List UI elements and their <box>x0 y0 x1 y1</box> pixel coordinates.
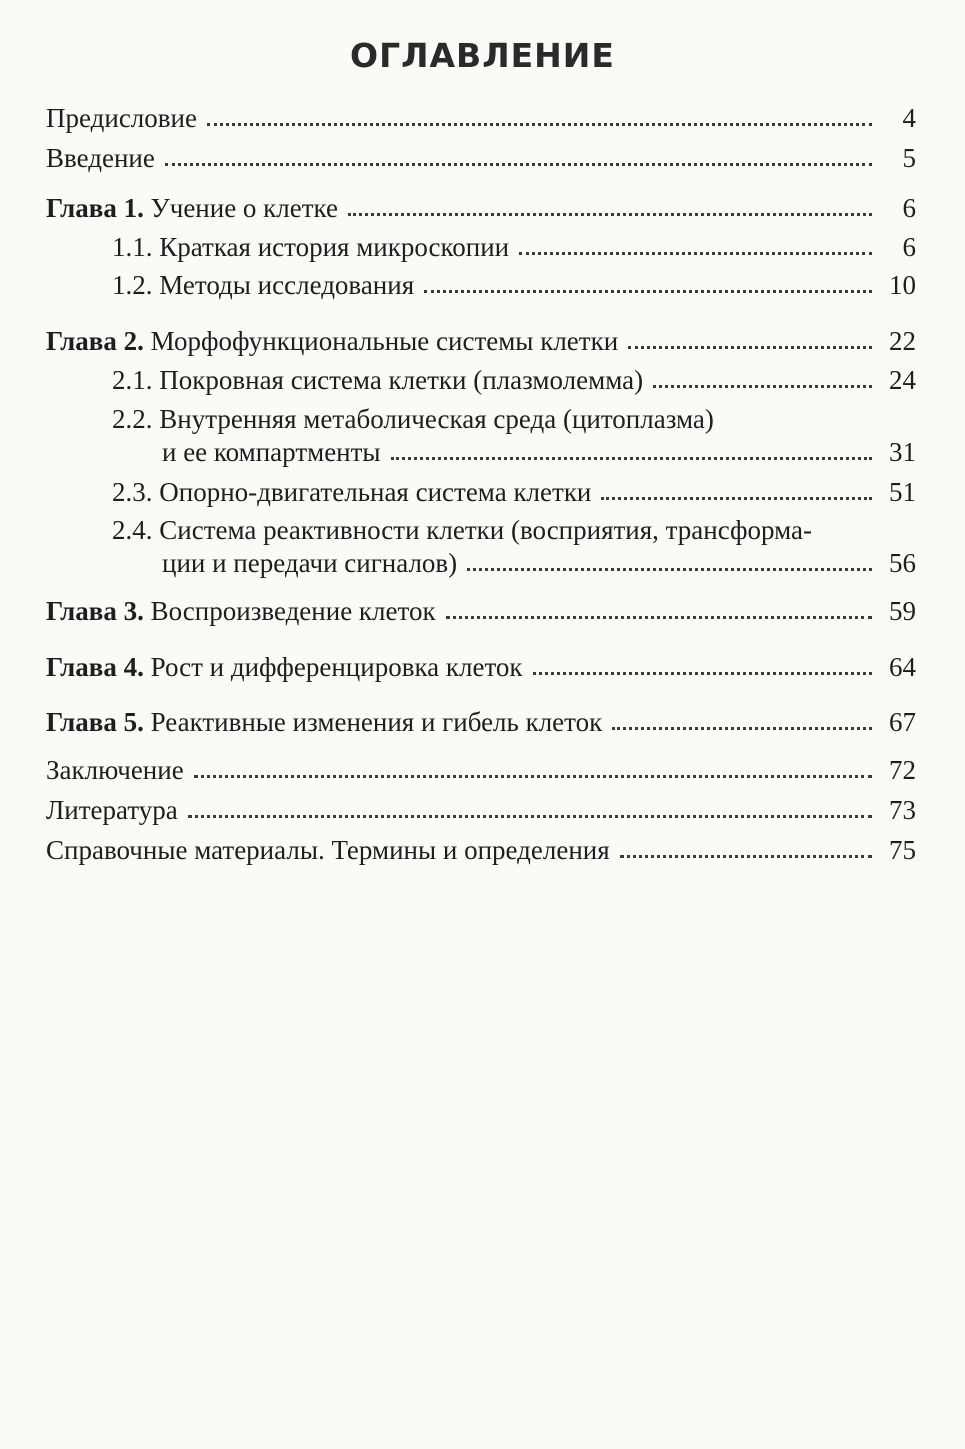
toc-page-number: 10 <box>889 270 916 300</box>
toc-entry-chapter-3 <box>46 591 916 627</box>
toc-page-number: 67 <box>889 707 916 737</box>
toc-entry-label: Введение <box>46 143 155 173</box>
toc-entry-label: Глава 1. Учение о клетке <box>46 193 338 223</box>
toc-entry-section-2-4-continued <box>162 543 916 579</box>
toc-leader-dots <box>188 815 872 818</box>
toc-entry-conclusion <box>46 750 916 786</box>
toc-leader-dots <box>653 385 872 388</box>
toc-page-number: 24 <box>889 365 916 395</box>
toc-entry-label: 2.1. Покровная система клетки (плазмолемма) <box>112 365 644 395</box>
toc-entry-label: Глава 5. Реактивные изменения и гибель клеток <box>46 707 603 737</box>
toc-leader-dots <box>348 213 872 216</box>
toc-leader-dots <box>207 123 872 126</box>
toc-leader-dots <box>612 727 872 730</box>
toc-entry-label: 2.3. Опорно-двигательная система клетки <box>112 477 592 507</box>
toc-entry-label: 1.1. Краткая история микроскопии <box>112 232 510 262</box>
toc-leader-dots <box>446 616 872 619</box>
toc-entry-section-2-1 <box>112 360 916 396</box>
toc-entry-chapter-1 <box>46 188 916 224</box>
toc-entry-chapter-5 <box>46 702 916 738</box>
toc-page-number: 4 <box>902 103 916 133</box>
toc-page-number: 75 <box>889 835 916 865</box>
toc-entry-label: и ее компартменты <box>162 437 381 467</box>
toc-page-number: 51 <box>889 477 916 507</box>
toc-leader-dots <box>194 775 872 778</box>
toc-entry-section-2-2-continued <box>162 432 916 468</box>
toc-entry-label: 2.2. Внутренняя метаболическая среда (цитоплазма) <box>112 404 714 434</box>
toc-entry-section-2-3 <box>112 472 916 508</box>
toc-entry-label: Предисловие <box>46 103 197 133</box>
toc-entry-introduction <box>46 138 916 174</box>
toc-entry-label: Справочные материалы. Термины и определения <box>46 835 610 865</box>
toc-leader-dots <box>519 252 872 255</box>
toc-entry-reference-materials <box>46 830 916 866</box>
toc-page-number: 31 <box>889 437 916 467</box>
toc-leader-dots <box>620 855 872 858</box>
toc-entry-label: Глава 2. Морфофункциональные системы клетки <box>46 326 619 356</box>
toc-leader-dots <box>533 672 872 675</box>
toc-page-number: 59 <box>889 596 916 626</box>
page-title: ОГЛАВЛЕНИЕ <box>350 36 615 75</box>
toc-entry-section-1-2 <box>112 265 916 301</box>
toc-entry-literature <box>46 790 916 826</box>
toc-page-number: 64 <box>889 652 916 682</box>
toc-entry-chapter-2 <box>46 321 916 357</box>
toc-page-number: 5 <box>902 143 916 173</box>
toc-entry-label: Глава 3. Воспроизведение клеток <box>46 596 436 626</box>
toc-page-number: 73 <box>889 795 916 825</box>
toc-entry-label: 2.4. Система реактивности клетки (восприятия, трансформа- <box>112 515 812 545</box>
toc-page-number: 6 <box>902 193 916 223</box>
toc-leader-dots <box>601 497 872 500</box>
toc-leader-dots <box>391 457 872 460</box>
toc-leader-dots <box>628 346 872 349</box>
toc-entry-preface <box>46 98 916 134</box>
toc-entry-label: 1.2. Методы исследования <box>112 270 415 300</box>
toc-entry-section-2-2 <box>112 399 714 435</box>
toc-leader-dots <box>424 290 872 293</box>
toc-entry-label: ции и передачи сигналов) <box>162 548 458 578</box>
toc-leader-dots <box>467 568 872 571</box>
toc-page-number: 6 <box>902 232 916 262</box>
toc-entry-label: Глава 4. Рост и дифференцировка клеток <box>46 652 523 682</box>
toc-entry-section-2-4 <box>112 510 812 546</box>
toc-entry-section-1-1 <box>112 227 916 263</box>
toc-entry-label: Заключение <box>46 755 184 785</box>
toc-leader-dots <box>165 163 872 166</box>
toc-entry-label: Литература <box>46 795 178 825</box>
toc-page-number: 72 <box>889 755 916 785</box>
toc-page-number: 22 <box>889 326 916 356</box>
toc-page-number: 56 <box>889 548 916 578</box>
toc-entry-chapter-4 <box>46 647 916 683</box>
